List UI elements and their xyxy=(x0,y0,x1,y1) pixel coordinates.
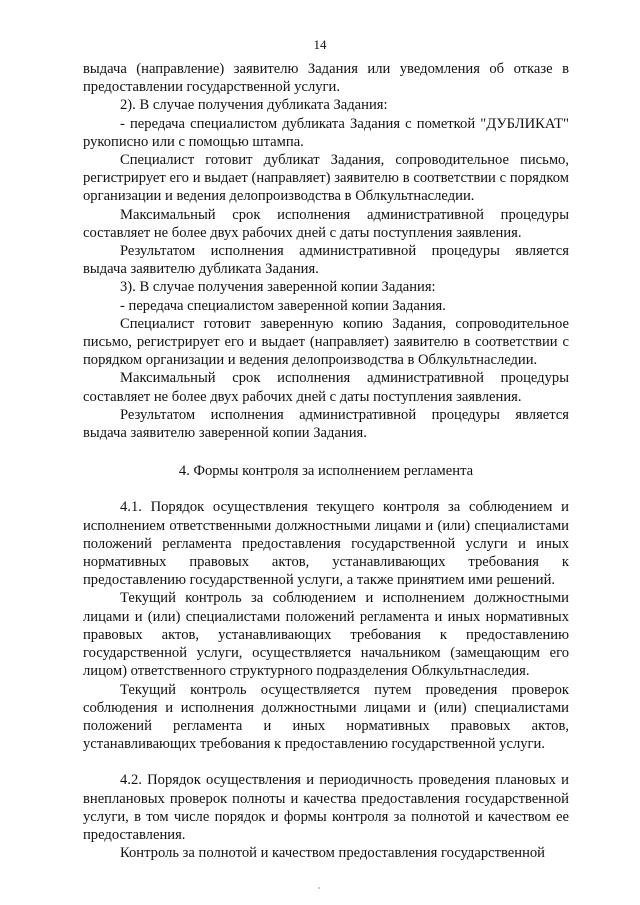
paragraph: 4.2. Порядок осуществления и периодичность проведения плановых и внеплановых проверок полноты и качества предоставления государственной услуги, в том числе порядок и формы контроля за полнотой и качеством ее предоставления. xyxy=(83,772,569,843)
paragraph: Специалист готовит дубликат Задания, сопроводительное письмо, регистрирует его и выдает (направляет) заявителю в соответствии с порядком организации и ведения делопроизводства в Облкультнаследии. xyxy=(83,152,569,205)
paragraph: Специалист готовит заверенную копию Задания, сопроводительное письмо, регистрирует его и выдает (направляет) заявителю в соответствии с порядком организации и ведения делопроизводства в Облкультнаследии. xyxy=(83,315,569,369)
paragraph: - передача специалистом заверенной копии Задания. xyxy=(120,297,446,314)
section-heading: 4. Формы контроля за исполнением регламента xyxy=(178,463,474,480)
scan-speck xyxy=(318,887,320,889)
paragraph: 2). В случае получения дубликата Задания: xyxy=(120,97,388,114)
page-number: 14 xyxy=(313,37,327,52)
paragraph: Результатом исполнения административной процедуры является выдача заявителю заверенной копии Задания. xyxy=(83,406,569,442)
paragraph: Максимальный срок исполнения административной процедуры составляет не более двух рабочих дней с даты поступления заявления. xyxy=(83,206,569,241)
paragraph: выдача (направление) заявителю Задания или уведомления об отказе в предоставлении государственной услуги. xyxy=(83,61,569,96)
paragraph: Результатом исполнения административной процедуры является выдача заявителю дубликата Задания. xyxy=(83,243,569,278)
paragraph: 3). В случае получения заверенной копии Задания: xyxy=(120,279,436,296)
paragraph: - передача специалистом дубликата Задания с пометкой "ДУБЛИКАТ" рукописно или с помощью штампа. xyxy=(83,115,569,150)
paragraph: Максимальный срок исполнения административной процедуры составляет не более двух рабочих дней с даты поступления заявления. xyxy=(83,370,569,405)
paragraph: Текущий контроль осуществляется путем проведения проверок соблюдения и исполнения должностными лицами и (или) специалистами положений регламента и иных нормативных правовых актов, устанавливающих требования к предоставлению государственной услуги. xyxy=(83,681,569,753)
paragraph: Текущий контроль за соблюдением и исполнением должностными лицами и (или) специалистами положений регламента и иных нормативных правовых актов, устанавливающих требования к предоставлению государственной услуги, осуществляется начальником (замещающим его лицом) ответственного структурного подразделения Облкультнаследия. xyxy=(83,590,569,680)
paragraph: 4.1. Порядок осуществления текущего контроля за соблюдением и исполнением ответственными должностными лицами и (или) специалистами положений регламента предоставления государственной услуги и иных нормативных правовых актов, устанавливающих требования к предоставлению государственной услуги, а также принятием ими решений. xyxy=(83,499,569,589)
paragraph: Контроль за полнотой и качеством предоставления государственной xyxy=(120,845,545,862)
document-body xyxy=(83,60,569,862)
